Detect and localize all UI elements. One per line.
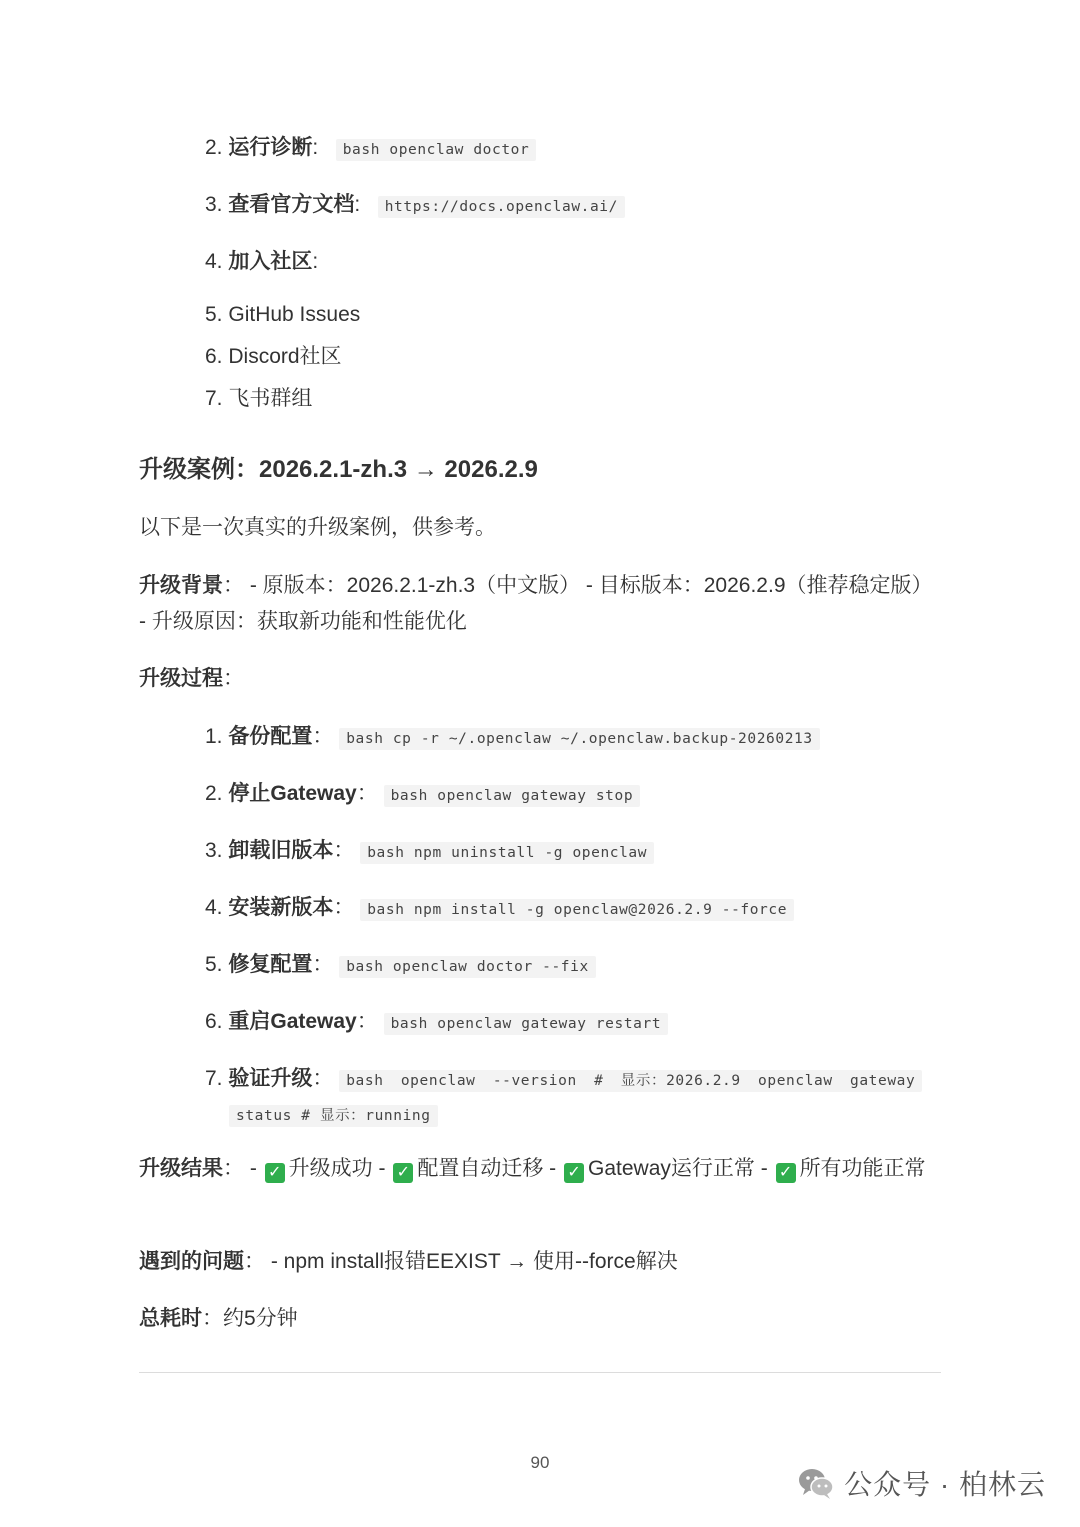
step-backup: 1. 备份配置： bash cp -r ~/.openclaw ~/.openclaw.backup-20260213 xyxy=(205,719,1080,757)
upgrade-duration: 总耗时：约5分钟 xyxy=(139,1307,298,1330)
check-icon: ✓ xyxy=(393,1163,413,1183)
step-verify-continued xyxy=(229,1096,1080,1134)
watermark xyxy=(796,1463,1046,1503)
page-number: 90 xyxy=(530,1453,550,1472)
code-snippet: bash cp -r ~/.openclaw ~/.openclaw.backup-20260213 xyxy=(339,728,820,750)
process-heading: 升级过程： xyxy=(139,667,244,690)
code-snippet: bash openclaw doctor --fix xyxy=(339,956,596,978)
check-icon: ✓ xyxy=(564,1163,584,1183)
upgrade-issue: 遇到的问题： - npm install报错EEXIST → 使用--force解决 xyxy=(139,1250,678,1273)
code-snippet: status # 显示：running xyxy=(229,1105,438,1127)
code-snippet: bash npm uninstall -g openclaw xyxy=(360,842,654,864)
help-item-feishu: 7. 飞书群组 xyxy=(205,387,313,410)
code-snippet: bash npm install -g openclaw@2026.2.9 --force xyxy=(360,899,794,921)
help-item-discord: 6. Discord社区 xyxy=(205,345,342,368)
help-item-github: 5. GitHub Issues xyxy=(205,303,361,326)
upgrade-background xyxy=(139,568,944,640)
code-snippet: bash openclaw doctor xyxy=(336,139,537,161)
docs-link[interactable]: https://docs.openclaw.ai/ xyxy=(378,196,625,218)
check-icon: ✓ xyxy=(776,1163,796,1183)
code-snippet: bash openclaw gateway stop xyxy=(384,785,641,807)
help-item-community: 4. 加入社区: xyxy=(205,250,319,273)
time-label: 总耗时 xyxy=(139,1307,202,1330)
help-item-diagnose: 2. 运行诊断: bash openclaw doctor xyxy=(205,130,1080,168)
upgrade-result: 升级结果： - ✓ 升级成功 - ✓ 配置自动迁移 - ✓ Gateway运行正常 - ✓ 所有功能正常 xyxy=(139,1157,926,1181)
check-icon: ✓ xyxy=(265,1163,285,1183)
horizontal-rule xyxy=(139,1372,941,1373)
step-stop-gateway: 2. 停止Gateway： bash openclaw gateway stop xyxy=(205,776,1080,814)
help-item-docs: 3. 查看官方文档: https://docs.openclaw.ai/ xyxy=(205,187,1080,225)
watermark-text: 公众号 · 柏林云 xyxy=(844,1469,1046,1500)
step-fix-config: 5. 修复配置： bash openclaw doctor --fix xyxy=(205,947,1080,985)
result-label: 升级结果 xyxy=(139,1157,223,1180)
code-snippet: bash openclaw gateway restart xyxy=(384,1013,669,1035)
background-text: ： - 原版本：2026.2.1-zh.3（中文版） - 目标版本：2026.2.9（推荐稳定版） - 升级原因：获取新功能和性能优化 xyxy=(139,574,933,633)
step-restart-gateway: 6. 重启Gateway： bash openclaw gateway restart xyxy=(205,1004,1080,1042)
step-install: 4. 安装新版本： bash npm install -g openclaw@2026.2.9 --force xyxy=(205,890,1080,928)
wechat-icon xyxy=(796,1463,836,1503)
background-label: 升级背景 xyxy=(139,574,223,597)
case-intro: 以下是一次真实的升级案例，供参考。 xyxy=(139,516,496,539)
step-uninstall: 3. 卸载旧版本： bash npm uninstall -g openclaw xyxy=(205,833,1080,871)
step-verify: 7. 验证升级： bash openclaw --version # 显示：2026.2.9 openclaw gateway xyxy=(205,1061,1080,1099)
code-snippet: bash openclaw --version # 显示：2026.2.9 openclaw gateway xyxy=(339,1070,922,1092)
section-heading: 升级案例：2026.2.1-zh.3 → 2026.2.9 xyxy=(139,456,538,483)
issue-label: 遇到的问题 xyxy=(139,1250,244,1273)
